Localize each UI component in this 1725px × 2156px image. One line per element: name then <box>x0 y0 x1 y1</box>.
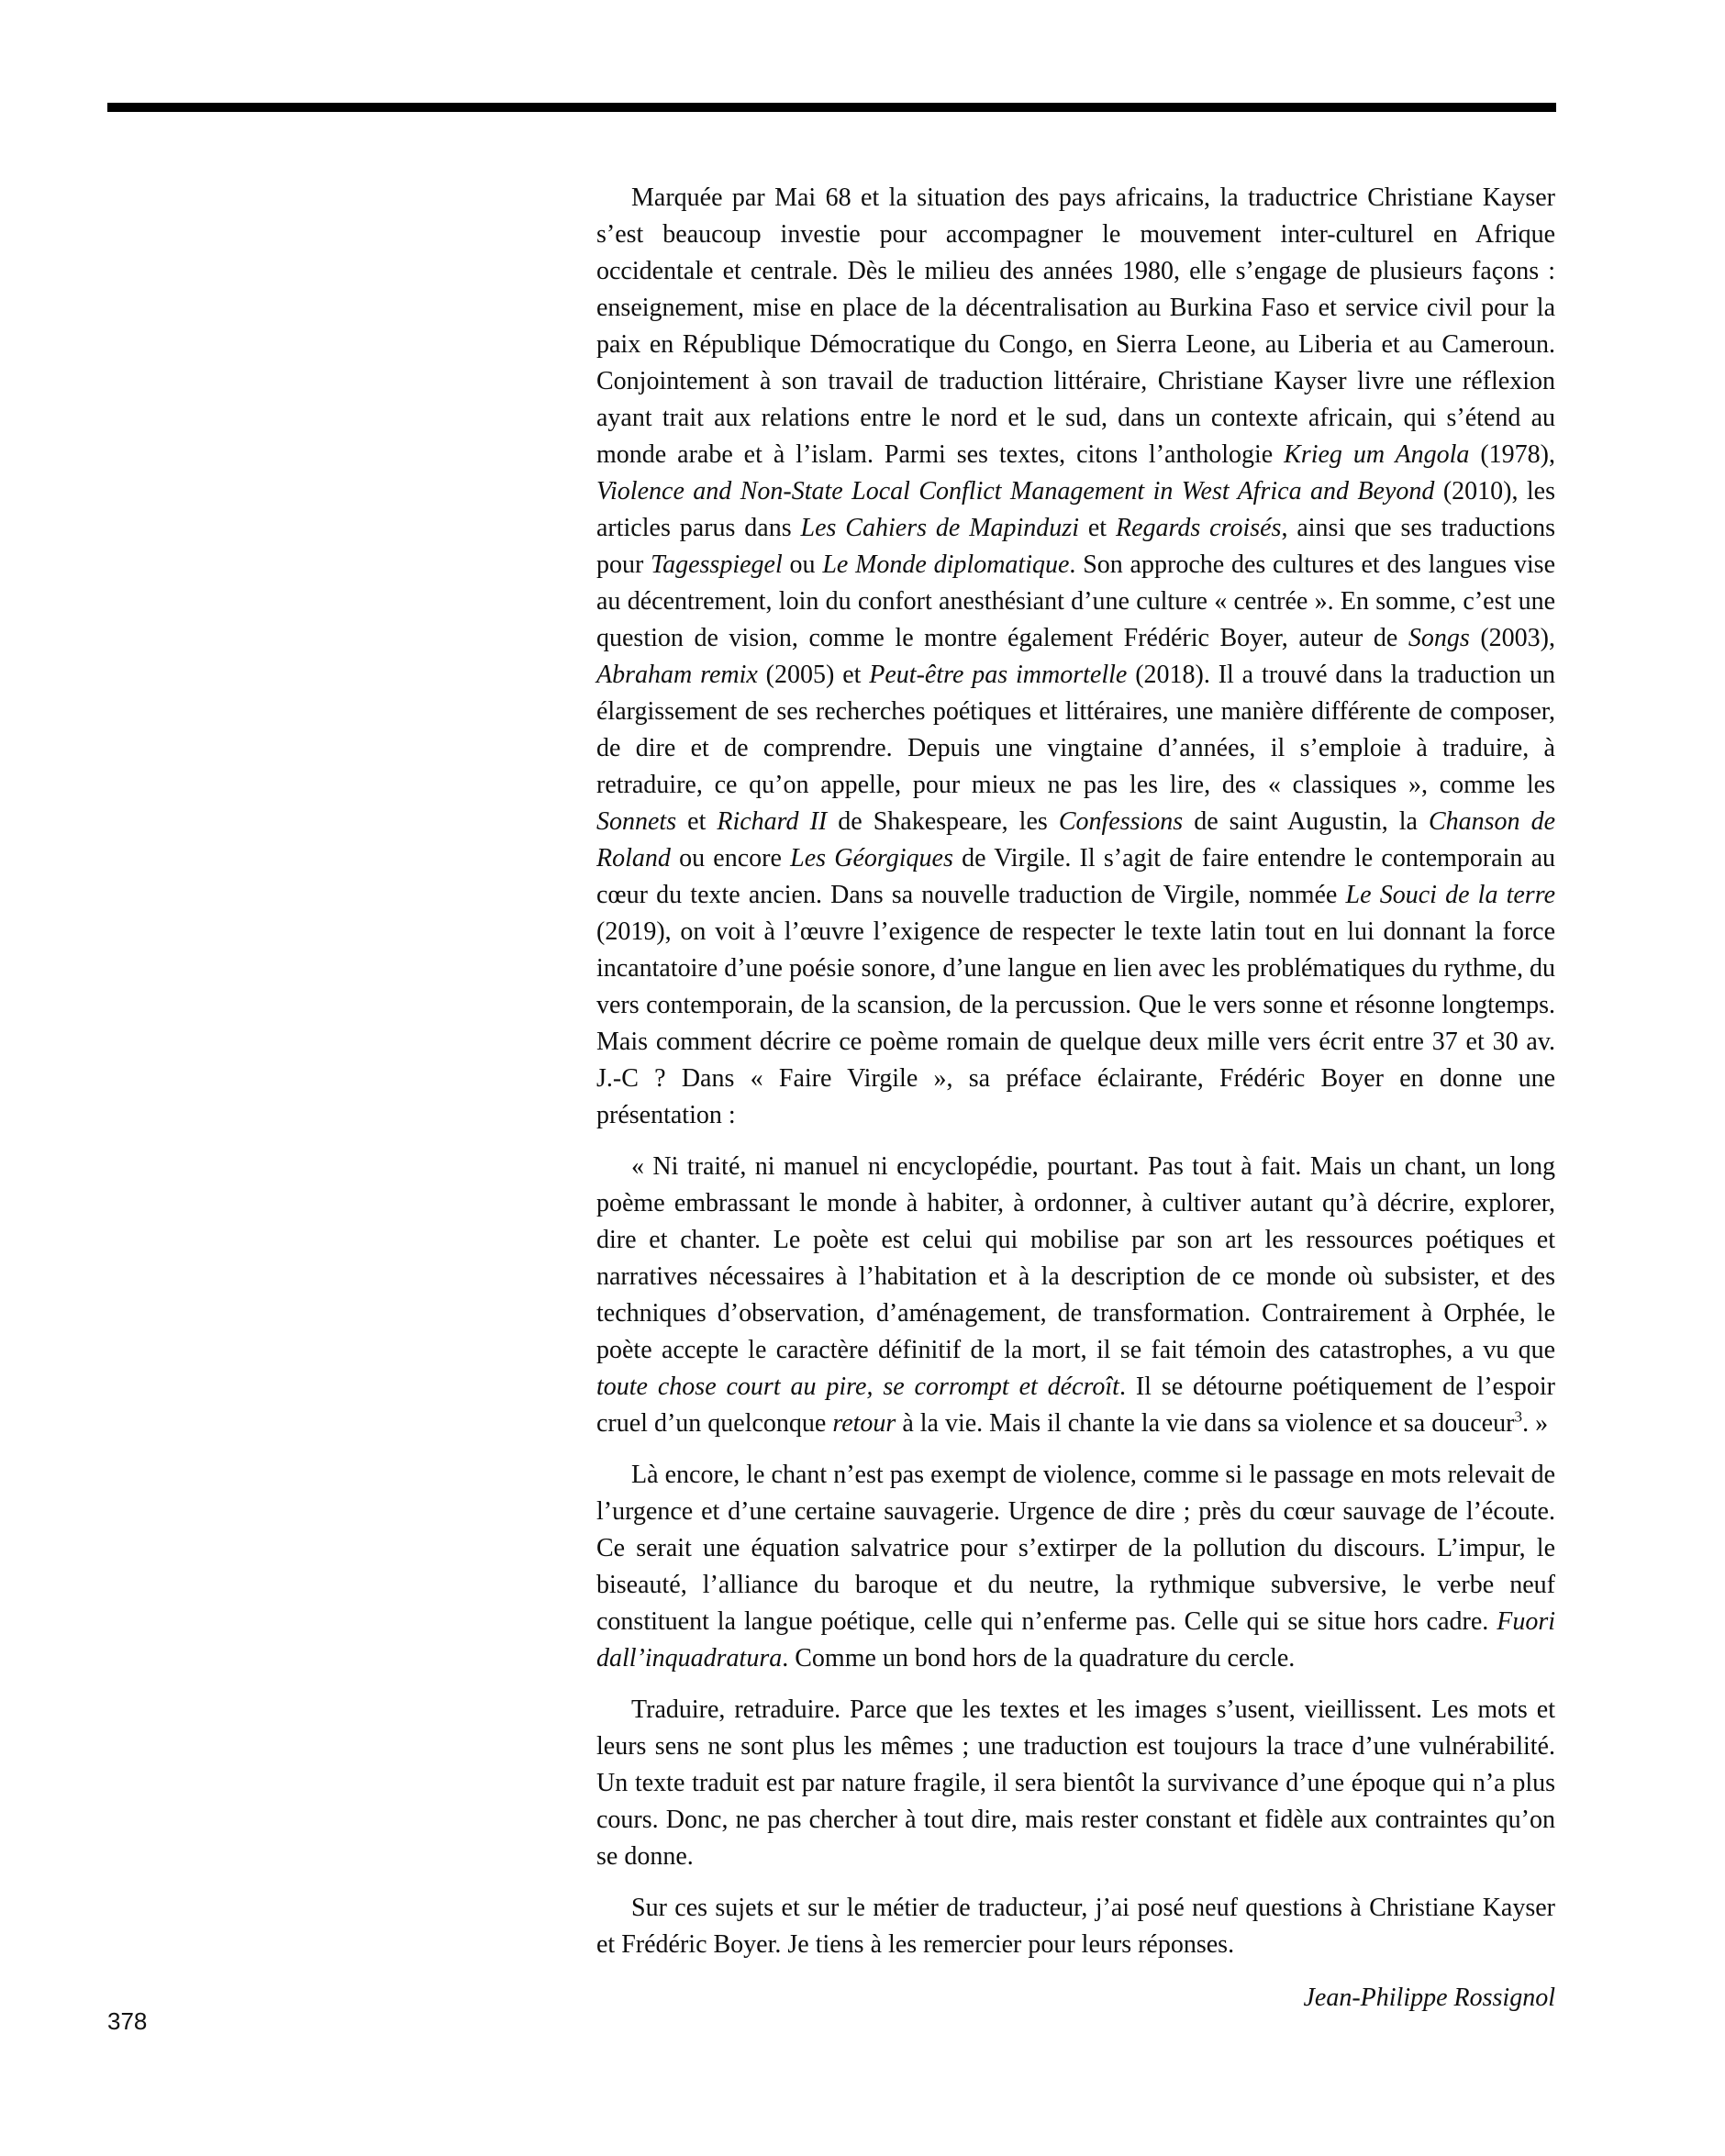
text-segment: Abraham remix <box>596 661 758 689</box>
paragraph <box>596 1692 1555 1875</box>
text-segment: . Son approche des cultures et des langues vise au décentrement, loin du confort anesthésiant d’une culture « centrée ». En somme, c’est une question de vision, comme le montre également Frédéric Boyer, auteur de <box>596 550 1555 652</box>
text-segment: et <box>676 807 718 836</box>
text-segment: de saint Augustin, la <box>1183 807 1429 836</box>
text-segment: Regards croisés <box>1115 514 1282 542</box>
top-rule <box>107 103 1556 112</box>
text-segment: Sur ces sujets et sur le métier de traducteur, j’ai posé neuf questions à Christiane Kayser et Frédéric Boyer. Je tiens à les remercier pour leurs réponses. <box>596 1894 1555 1959</box>
text-segment: , ainsi que ses traductions pour <box>596 514 1555 579</box>
text-segment: (2018). Il a trouvé dans la traduction un élargissement de ses recherches poétiques et littéraires, une manière différente de composer, de dire et de comprendre. Depuis une vingtaine d’années, il s’emploie à traduire, à retraduire, ce qu’on appelle, pour mieux ne pas les lire, des « classiques », comme les <box>596 661 1555 799</box>
text-segment: Traduire, retraduire. Parce que les textes et les images s’usent, vieillissent. Les mots et leurs sens ne sont plus les mêmes ; une traduction est toujours la trace d’une vulnérabilité. Un texte traduit est par nature fragile, il sera bientôt la survivance d’une époque qui n’a plus cours. Donc, ne pas chercher à tout dire, mais rester constant et fidèle aux contraintes qu’on se donne. <box>596 1695 1555 1871</box>
text-segment: Les Géorgiques <box>790 844 953 872</box>
text-segment: retour <box>832 1409 896 1438</box>
text-segment: (2010), les articles parus dans <box>596 477 1555 542</box>
text-segment: . » <box>1522 1409 1549 1438</box>
text-segment: Krieg um Angola <box>1284 440 1470 469</box>
text-segment: ou <box>782 550 823 579</box>
article-body <box>596 180 1555 2017</box>
text-segment: « Ni traité, ni manuel ni encyclopédie, pourtant. Pas tout à fait. Mais un chant, un long poème embrassant le monde à habiter, à ordonner, à cultiver autant qu’à décrire, explorer, dire et chanter. Le poète est celui qui mobilise par son art les ressources poétiques et narratives nécessaires à l’habitation et à la description de ce monde où subsister, et des techniques d’observation, d’aménagement, de transformation. Contrairement à Orphée, le poète accepte le caractère définitif de la mort, il se fait témoin des catastrophes, a vu que <box>596 1152 1555 1364</box>
text-segment: Peut-être pas immortelle <box>869 661 1128 689</box>
text-segment: . Il se détourne poétiquement de l’espoir cruel d’un quelconque <box>596 1373 1555 1438</box>
paragraph <box>596 180 1555 1134</box>
text-segment: Chanson de Roland <box>596 807 1555 872</box>
text-segment: à la vie. Mais il chante la vie dans sa violence et sa douceur <box>896 1409 1515 1438</box>
text-segment: (2019), on voit à l’œuvre l’exigence de respecter le texte latin tout en lui donnant la force incantatoire d’une poésie sonore, d’une langue en lien avec les problématiques du rythme, du vers contemporain, de la scansion, de la percussion. Que le vers sonne et résonne longtemps. Mais comment décrire ce poème romain de quelque deux mille vers écrit entre 37 et 30 av. J.-C ? Dans « Faire Virgile », sa préface éclairante, Frédéric Boyer en donne une présentation : <box>596 917 1555 1129</box>
paragraph <box>596 1149 1555 1442</box>
text-segment: Le Monde diplomatique <box>822 550 1070 579</box>
text-segment: Les Cahiers de Mapinduzi <box>800 514 1079 542</box>
text-segment: Le Souci de la terre <box>1345 881 1555 909</box>
text-segment: Sonnets <box>596 807 677 836</box>
text-segment: Fuori dall’inquadratura <box>596 1607 1555 1673</box>
text-segment: Confessions <box>1058 807 1184 836</box>
author-signature: Jean-Philippe Rossignol <box>1303 1984 1555 2012</box>
page-number: 378 <box>107 2007 148 2035</box>
paragraph <box>596 1457 1555 1677</box>
text-segment: Richard II <box>717 807 828 836</box>
paragraph <box>596 1890 1555 1963</box>
text-segment: (2005) et <box>757 661 870 689</box>
text-segment: (1978), <box>1469 440 1555 469</box>
text-segment: Tagesspiegel <box>651 550 783 579</box>
text-segment: Marquée par Mai 68 et la situation des pays africains, la traductrice Christiane Kayser s’est beaucoup investie pour accompagner le mouvement inter-culturel en Afrique occidentale et centrale. Dès le milieu des années 1980, elle s’engage de plusieurs façons : enseignement, mise en place de la décentralisation au Burkina Faso et service civil pour la paix en République Démocratique du Congo, en Sierra Leone, au Liberia et au Cameroun. Conjointement à son travail de traduction littéraire, Christiane Kayser livre une réflexion ayant trait aux relations entre le nord et le sud, dans un contexte africain, qui s’étend au monde arabe et à l’islam. Parmi ses textes, citons l’anthologie <box>596 183 1555 469</box>
text-segment: Songs <box>1408 624 1470 652</box>
text-segment: de Virgile. Il s’agit de faire entendre le contemporain au cœur du texte ancien. Dans sa nouvelle traduction de Virgile, nommée <box>596 844 1555 909</box>
text-segment: et <box>1078 514 1116 542</box>
text-segment: . Comme un bond hors de la quadrature du cercle. <box>782 1644 1296 1673</box>
footnote-marker: 3 <box>1514 1407 1523 1426</box>
text-segment: (2003), <box>1469 624 1555 652</box>
text-segment: ou encore <box>670 844 791 872</box>
text-segment: Violence and Non-State Local Conflict Management in West Africa and Beyond <box>596 477 1435 506</box>
text-segment: toute chose court au pire, se corrompt et décroît <box>596 1373 1119 1401</box>
text-segment: Là encore, le chant n’est pas exempt de violence, comme si le passage en mots relevait de l’urgence et d’une certaine sauvagerie. Urgence de dire ; près du cœur sauvage de l’écoute. Ce serait une équation salvatrice pour s’extirper de la pollution du discours. L’impur, le biseauté, l’alliance du baroque et du neutre, la rythmique subversive, le verbe neuf constituent la langue poétique, celle qui n’enferme pas. Celle qui se situe hors cadre. <box>596 1461 1555 1636</box>
text-segment: de Shakespeare, les <box>827 807 1059 836</box>
